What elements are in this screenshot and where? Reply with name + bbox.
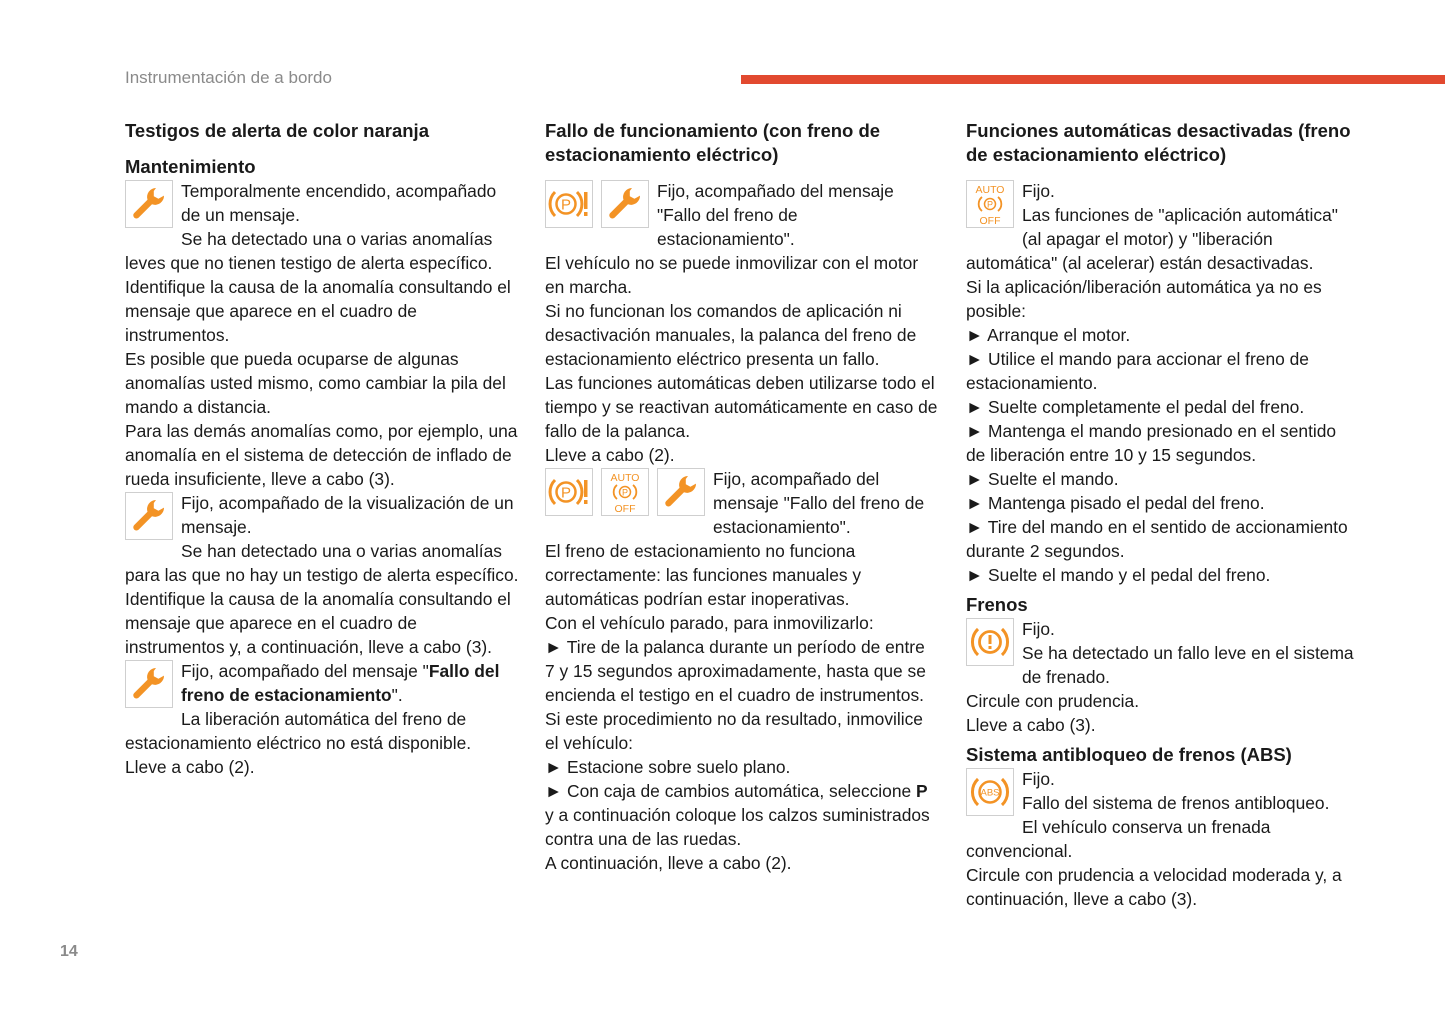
warning-light-icons <box>125 180 173 228</box>
svg-text:OFF: OFF <box>979 215 1001 226</box>
text-segment: ". <box>391 685 403 705</box>
text-segment: ► Arranque el motor. <box>966 325 1131 345</box>
text-segment: ► Utilice el mando para accionar el freno de estacionamiento. <box>966 349 1309 393</box>
column-1 <box>125 119 519 779</box>
paragraph <box>966 323 1360 347</box>
text-segment: ► Suelte el mando y el pedal del freno. <box>966 565 1271 585</box>
abs-warning-icon <box>966 768 1014 816</box>
warning-light-entry <box>125 659 519 707</box>
warning-light-icons <box>545 180 649 228</box>
text-segment: Fijo, acompañado del mensaje " <box>181 661 429 681</box>
text-segment: Temporalmente encendido, acompañado de un mensaje. <box>181 181 497 225</box>
text-segment: y a continuación coloque los calzos suministrados contra una de las ruedas. <box>545 805 930 849</box>
svg-text:AUTO: AUTO <box>975 184 1005 196</box>
section-heading: Testigos de alerta de color naranja <box>125 120 429 141</box>
warning-light-icons <box>966 618 1014 666</box>
warning-light-entry <box>966 179 1360 275</box>
text-segment: Si no funcionan los comandos de aplicación ni desactivación manuales, la palanca del freno de estacionamiento eléctrico presenta un fallo. <box>545 301 917 369</box>
paragraph <box>966 419 1360 467</box>
text-segment: Se han detectado una o varias anomalías para las que no hay un testigo de alerta específico. <box>125 541 519 585</box>
paragraph <box>545 707 939 755</box>
column-3 <box>966 119 1360 911</box>
text-segment: Fijo, acompañado del mensaje "Fallo del freno de estacionamiento". <box>657 181 894 249</box>
paragraph <box>545 443 939 467</box>
warning-light-icons <box>125 660 173 708</box>
paragraph <box>125 539 519 587</box>
text-segment: Lleve a cabo (2). <box>125 757 255 777</box>
text-segment: Las funciones de "aplicación automática" (al apagar el motor) y "liberación automática" (al acelerar) están desactivadas. <box>966 205 1338 273</box>
warning-light-icons <box>125 492 173 540</box>
paragraph <box>966 515 1360 563</box>
text-segment: Lleve a cabo (3). <box>966 715 1096 735</box>
warning-light-entry <box>966 617 1360 689</box>
section-title: Instrumentación de a bordo <box>125 68 332 87</box>
text-segment: Fijo. <box>1022 619 1055 639</box>
warning-light-icons <box>966 180 1014 228</box>
text-segment: Fijo. <box>1022 769 1055 789</box>
subsection-heading: Sistema antibloqueo de frenos (ABS) <box>966 744 1292 765</box>
text-segment: Las funciones automáticas deben utilizarse todo el tiempo y se reactivan automáticamente en caso de fallo de la palanca. <box>545 373 938 441</box>
text-segment: Se ha detectado un fallo leve en el sistema de frenado. <box>1022 643 1354 687</box>
svg-text:ABS: ABS <box>980 787 1000 799</box>
text-segment: Fallo del sistema de frenos antibloqueo. <box>1022 793 1330 813</box>
text-segment: Lleve a cabo (2). <box>545 445 675 465</box>
page-number: 14 <box>60 943 78 960</box>
text-segment: Circule con prudencia a velocidad moderada y, a continuación, lleve a cabo (3). <box>966 865 1342 909</box>
text-segment: Es posible que pueda ocuparse de algunas anomalías usted mismo, como cambiar la pila del mando a distancia. <box>125 349 506 417</box>
svg-text:P: P <box>621 487 629 498</box>
text-segment: ► Suelte el mando. <box>966 469 1119 489</box>
paragraph <box>966 347 1360 395</box>
paragraph <box>125 347 519 419</box>
paragraph <box>966 275 1360 323</box>
warning-light-entry <box>125 491 519 539</box>
wrench-icon <box>125 492 173 540</box>
text-segment: Fijo, acompañado del mensaje "Fallo del freno de estacionamiento". <box>713 469 925 537</box>
wrench-icon <box>125 660 173 708</box>
bold-text: Fallo del freno de estacionamiento <box>181 661 500 705</box>
svg-text:P: P <box>560 196 572 214</box>
text-segment: ► Con caja de cambios automática, seleccione <box>545 781 917 801</box>
text-segment: El vehículo conserva un frenada convencional. <box>966 817 1271 861</box>
paragraph <box>125 275 519 347</box>
svg-text:P: P <box>560 484 572 502</box>
warning-light-icons <box>545 468 705 516</box>
parking-brake-fault-icon <box>545 468 593 516</box>
text-segment: Si este procedimiento no da resultado, inmovilice el vehículo: <box>545 709 923 753</box>
text-segment: Con el vehículo parado, para inmovilizarlo: <box>545 613 874 633</box>
text-segment: ► Tire del mando en el sentido de accionamiento durante 2 segundos. <box>966 517 1348 561</box>
section-heading: Funciones automáticas desactivadas (freno de estacionamiento eléctrico) <box>966 120 1351 165</box>
text-segment: Si la aplicación/liberación automática ya no es posible: <box>966 277 1322 321</box>
paragraph <box>545 851 939 875</box>
text-segment: ► Estacione sobre suelo plano. <box>545 757 791 777</box>
text-segment: Fijo. <box>1022 181 1055 201</box>
svg-text:P: P <box>986 199 994 210</box>
text-segment: Se ha detectado una o varias anomalías leves que no tienen testigo de alerta específico. <box>125 229 493 273</box>
text-segment: La liberación automática del freno de estacionamiento eléctrico no está disponible. <box>125 709 472 753</box>
text-segment: ► Suelte completamente el pedal del freno. <box>966 397 1305 417</box>
paragraph <box>966 863 1360 911</box>
svg-text:AUTO: AUTO <box>610 472 640 484</box>
text-segment: ► Mantenga pisado el pedal del freno. <box>966 493 1265 513</box>
text-segment: Circule con prudencia. <box>966 691 1140 711</box>
paragraph <box>966 563 1360 587</box>
paragraph <box>966 713 1360 737</box>
auto-parking-off-icon <box>601 468 649 516</box>
warning-light-icons <box>966 768 1014 816</box>
paragraph <box>125 755 519 779</box>
paragraph <box>966 689 1360 713</box>
paragraph <box>545 779 939 851</box>
paragraph <box>545 755 939 779</box>
paragraph <box>966 395 1360 419</box>
bold-text: P <box>916 781 928 801</box>
section-accent-bar <box>741 75 1445 84</box>
text-segment: Fijo, acompañado de la visualización de un mensaje. <box>181 493 514 537</box>
warning-light-entry <box>545 179 939 251</box>
text-segment: El freno de estacionamiento no funciona correctamente: las funciones manuales y automáticas podrían estar inoperativas. <box>545 541 862 609</box>
subsection-heading: Mantenimiento <box>125 156 256 177</box>
subsection-heading: Frenos <box>966 594 1028 615</box>
paragraph <box>545 299 939 371</box>
paragraph <box>125 419 519 491</box>
paragraph <box>125 707 519 755</box>
warning-light-entry <box>966 767 1360 815</box>
text-segment: El vehículo no se puede inmovilizar con el motor en marcha. <box>545 253 919 297</box>
text-segment: ► Mantenga el mando presionado en el sentido de liberación entre 10 y 15 segundos. <box>966 421 1337 465</box>
text-segment: Identifique la causa de la anomalía consultando el mensaje que aparece en el cuadro de instrumentos. <box>125 277 511 345</box>
text-segment: ► Tire de la palanca durante un período de entre 7 y 15 segundos aproximadamente, hasta que se encienda el testigo en el cuadro de instrumentos. <box>545 637 926 705</box>
text-segment: Para las demás anomalías como, por ejemplo, una anomalía en el sistema de detección de inflado de rueda insuficiente, lleve a cabo (3). <box>125 421 518 489</box>
auto-parking-off-icon <box>966 180 1014 228</box>
paragraph <box>125 227 519 275</box>
text-segment: A continuación, lleve a cabo (2). <box>545 853 792 873</box>
text-segment: Identifique la causa de la anomalía consultando el mensaje que aparece en el cuadro de instrumentos y, a continuación, lleve a cabo (3). <box>125 589 511 657</box>
paragraph <box>966 491 1360 515</box>
paragraph <box>966 467 1360 491</box>
brake-warning-icon <box>966 618 1014 666</box>
parking-brake-fault-icon <box>545 180 593 228</box>
paragraph <box>545 251 939 299</box>
paragraph <box>125 587 519 659</box>
wrench-icon <box>657 468 705 516</box>
paragraph <box>545 539 939 611</box>
svg-text:OFF: OFF <box>614 503 636 514</box>
paragraph <box>966 815 1360 863</box>
warning-light-entry <box>125 179 519 227</box>
paragraph <box>545 635 939 707</box>
paragraph <box>545 371 939 443</box>
wrench-icon <box>125 180 173 228</box>
column-2 <box>545 119 939 875</box>
paragraph <box>545 611 939 635</box>
warning-light-entry <box>545 467 939 539</box>
wrench-icon <box>601 180 649 228</box>
section-heading: Fallo de funcionamiento (con freno de estacionamiento eléctrico) <box>545 120 881 165</box>
